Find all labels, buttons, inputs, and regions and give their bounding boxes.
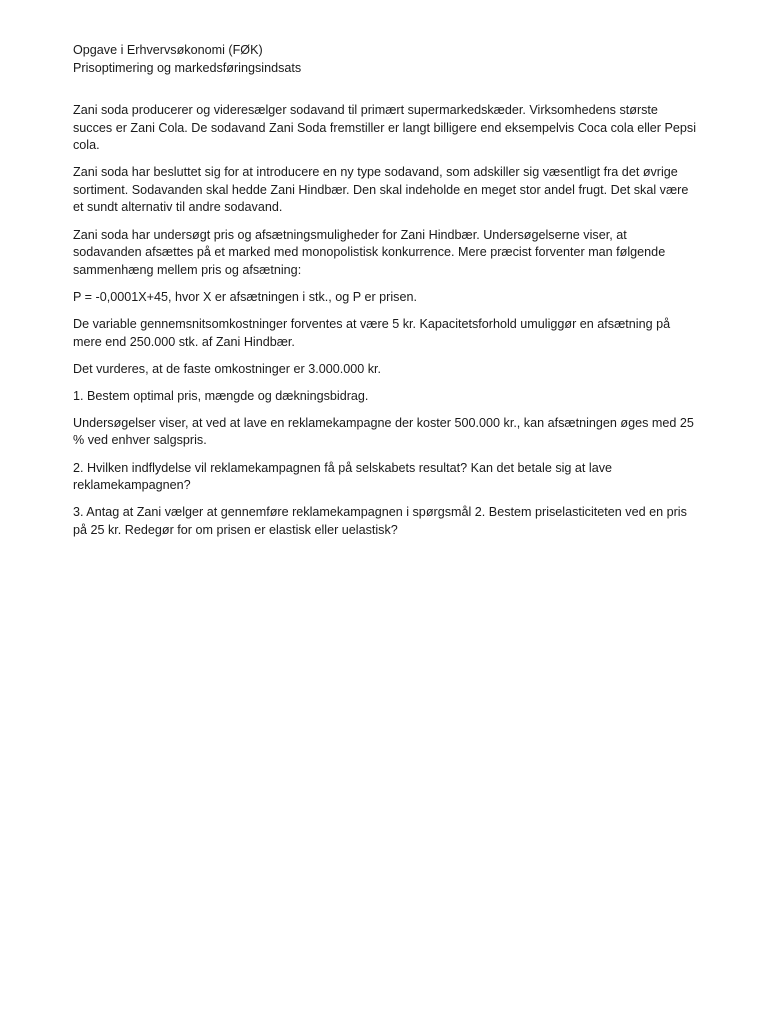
assignment-topic: Prisoptimering og markedsføringsindsats (73, 61, 302, 75)
question-3: 3. Antag at Zani vælger at gennemføre reklamekampagnen i spørgsmål 2. Bestem priselasticiteten ved en pris på 25 kr. Redegør for om prisen er elastisk eller uelastisk? (73, 505, 687, 537)
paragraph-campaign: Undersøgelser viser, at ved at lave en reklamekampagne der koster 500.000 kr., kan afsætningen øges med 25 % ved enhver salgspris. (73, 415, 694, 448)
paragraph-fixed-costs: Det vurderes, at de faste omkostninger er 3.000.000 kr. (73, 361, 382, 376)
paragraph-demand-function: P = -0,0001X+45, hvor X er afsætningen i stk., og P er prisen. (73, 289, 417, 304)
document-body (73, 102, 697, 549)
question-1: 1. Bestem optimal pris, mængde og dækningsbidrag. (73, 388, 369, 403)
course-title: Opgave i Erhvervsøkonomi (FØK) (73, 43, 263, 57)
paragraph-new-product: Zani soda har besluttet sig for at introducere en ny type sodavand, som adskiller sig væsentligt fra det øvrige sortiment. Sodavanden skal hedde Zani Hindbær. Den skal indeholde en meget stor andel frugt. Det skal være et sundt alternativ til andre sodavand. (73, 165, 689, 215)
paragraph-intro: Zani soda producerer og videresælger sodavand til primært supermarkedskæder. Virksomhedens største succes er Zani Cola. De sodavand Zani Soda fremstiller er langt billigere end eksempelvis Coca cola eller Pepsi cola. (73, 103, 696, 153)
paragraph-market-research: Zani soda har undersøgt pris og afsætningsmuligheder for Zani Hindbær. Undersøgelserne viser, at sodavanden afsættes på et marked med monopolistisk konkurrence. Mere præcist forventer man følgende sammenhæng mellem pris og afsætning: (73, 227, 666, 277)
paragraph-variable-costs: De variable gennemsnitsomkostninger forventes at være 5 kr. Kapacitetsforhold umuliggør en afsætning på mere end 250.000 stk. af Zani Hindbær. (73, 316, 671, 349)
question-2: 2. Hvilken indflydelse vil reklamekampagnen få på selskabets resultat? Kan det betale sig at lave reklamekampagnen? (73, 460, 613, 493)
document-header (73, 41, 703, 77)
